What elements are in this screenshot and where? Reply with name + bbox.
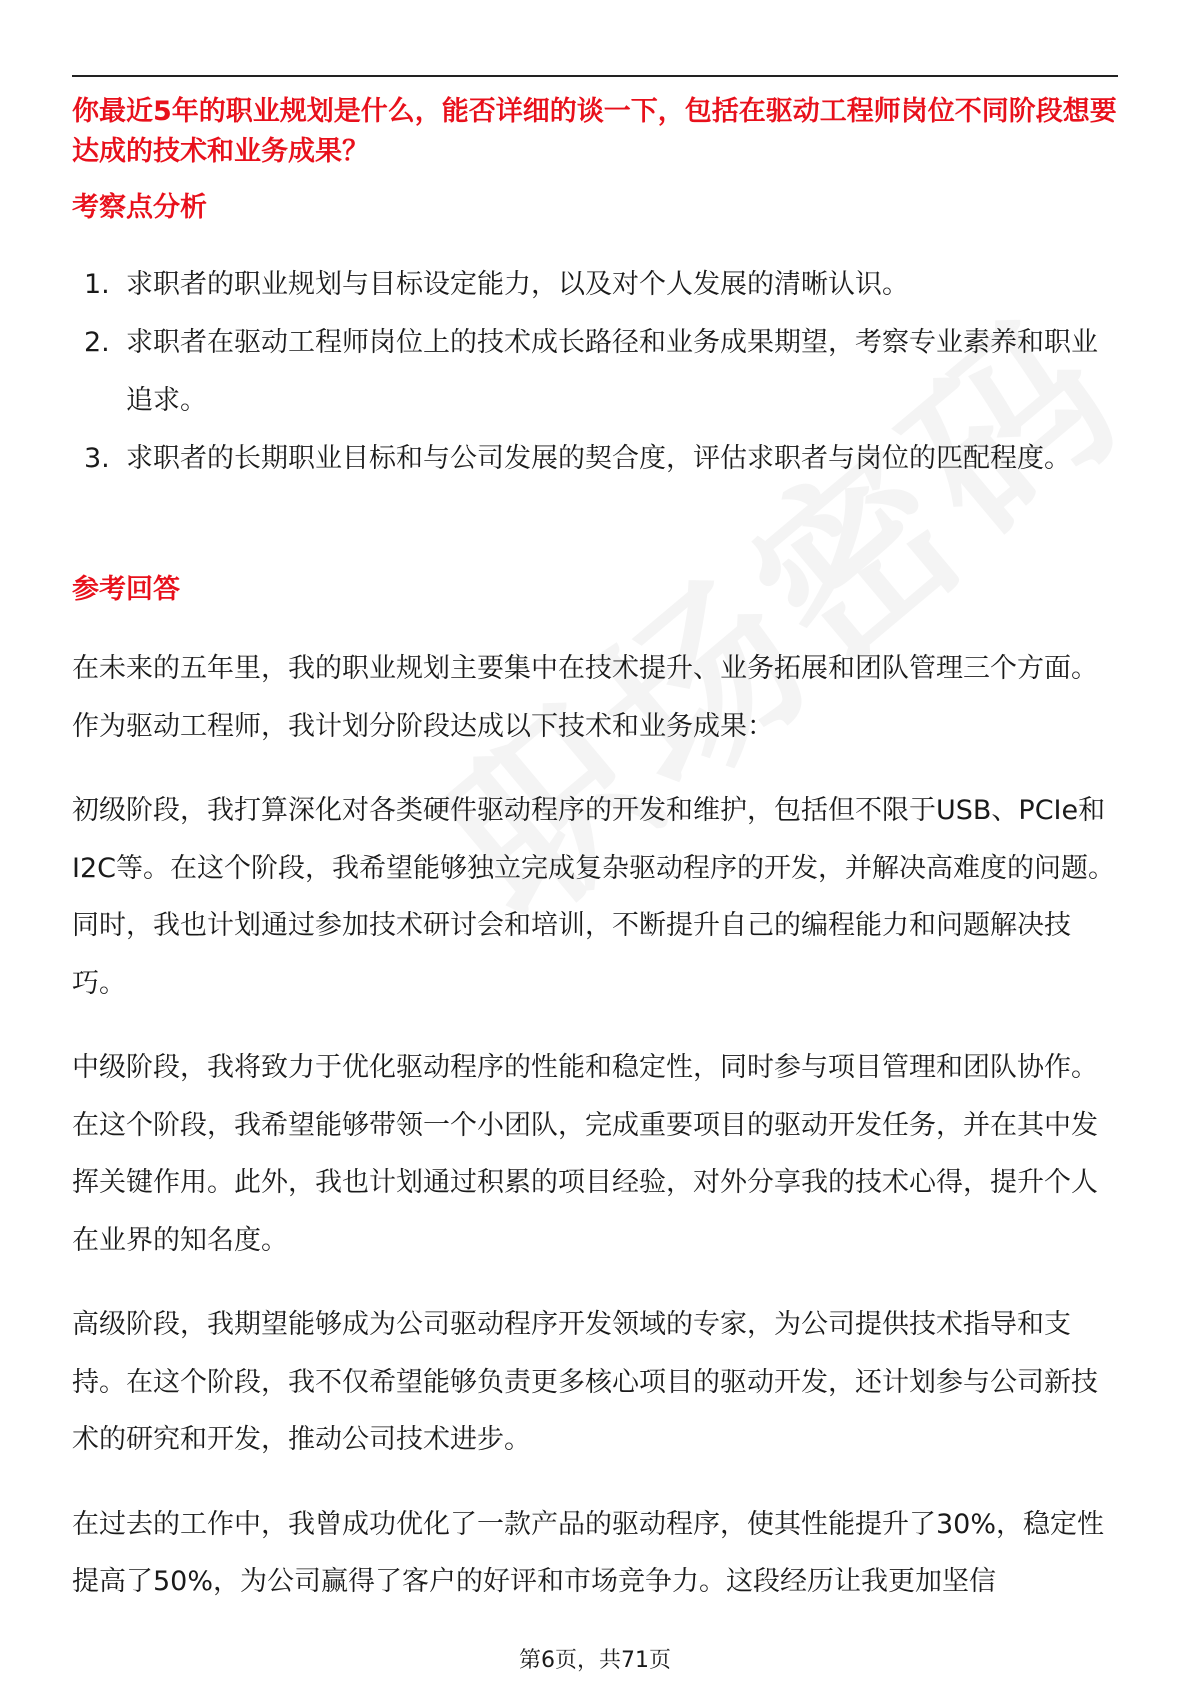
answer-body [72,640,1118,1638]
analysis-list [72,256,1118,488]
analysis-item-number: 1. [84,269,110,300]
answer-paragraph: 高级阶段，我期望能够成为公司驱动程序开发领域的专家，为公司提供技术指导和支持。在这个阶段，我不仅希望能够负责更多核心项目的驱动开发，还计划参与公司新技术的研究和开发，推动公司技术进步。 [72,1309,1098,1455]
top-divider [72,75,1118,77]
analysis-item [72,430,1118,488]
answer-section-title: 参考回答 [72,574,180,605]
answer-paragraph: 在过去的工作中，我曾成功优化了一款产品的驱动程序，使其性能提升了30%，稳定性提高了50%，为公司赢得了客户的好评和市场竞争力。这段经历让我更加坚信 [72,1508,1105,1597]
answer-paragraph: 在未来的五年里，我的职业规划主要集中在技术提升、业务拓展和团队管理三个方面。作为驱动工程师，我计划分阶段达成以下技术和业务成果： [72,653,1098,742]
analysis-item-text: 求职者的职业规划与目标设定能力，以及对个人发展的清晰认识。 [126,269,909,300]
page-number: 第6页，共71页 [519,1648,671,1673]
analysis-item-text: 求职者的长期职业目标和与公司发展的契合度，评估求职者与岗位的匹配程度。 [126,443,1071,474]
analysis-item [72,314,1118,430]
answer-paragraph: 初级阶段，我打算深化对各类硬件驱动程序的开发和维护，包括但不限于USB、PCIe和I2C等。在这个阶段，我希望能够独立完成复杂驱动程序的开发，并解决高难度的问题。同时，我也计划通过参加技术研讨会和培训，不断提升自己的编程能力和问题解决技巧。 [72,795,1115,999]
question-title: 你最近5年的职业规划是什么，能否详细的谈一下，包括在驱动工程师岗位不同阶段想要达成的技术和业务成果？ [72,96,1117,167]
answer-paragraph: 中级阶段，我将致力于优化驱动程序的性能和稳定性，同时参与项目管理和团队协作。在这个阶段，我希望能够带领一个小团队，完成重要项目的驱动开发任务，并在其中发挥关键作用。此外，我也计划通过积累的项目经验，对外分享我的技术心得，提升个人在业界的知名度。 [72,1052,1098,1256]
document-page [72,0,1118,1684]
analysis-item-number: 2. [84,327,110,358]
analysis-item-number: 3. [84,443,110,474]
analysis-item [72,256,1118,314]
analysis-section-title: 考察点分析 [72,192,207,223]
analysis-item-text: 求职者在驱动工程师岗位上的技术成长路径和业务成果期望，考察专业素养和职业追求。 [126,327,1098,416]
